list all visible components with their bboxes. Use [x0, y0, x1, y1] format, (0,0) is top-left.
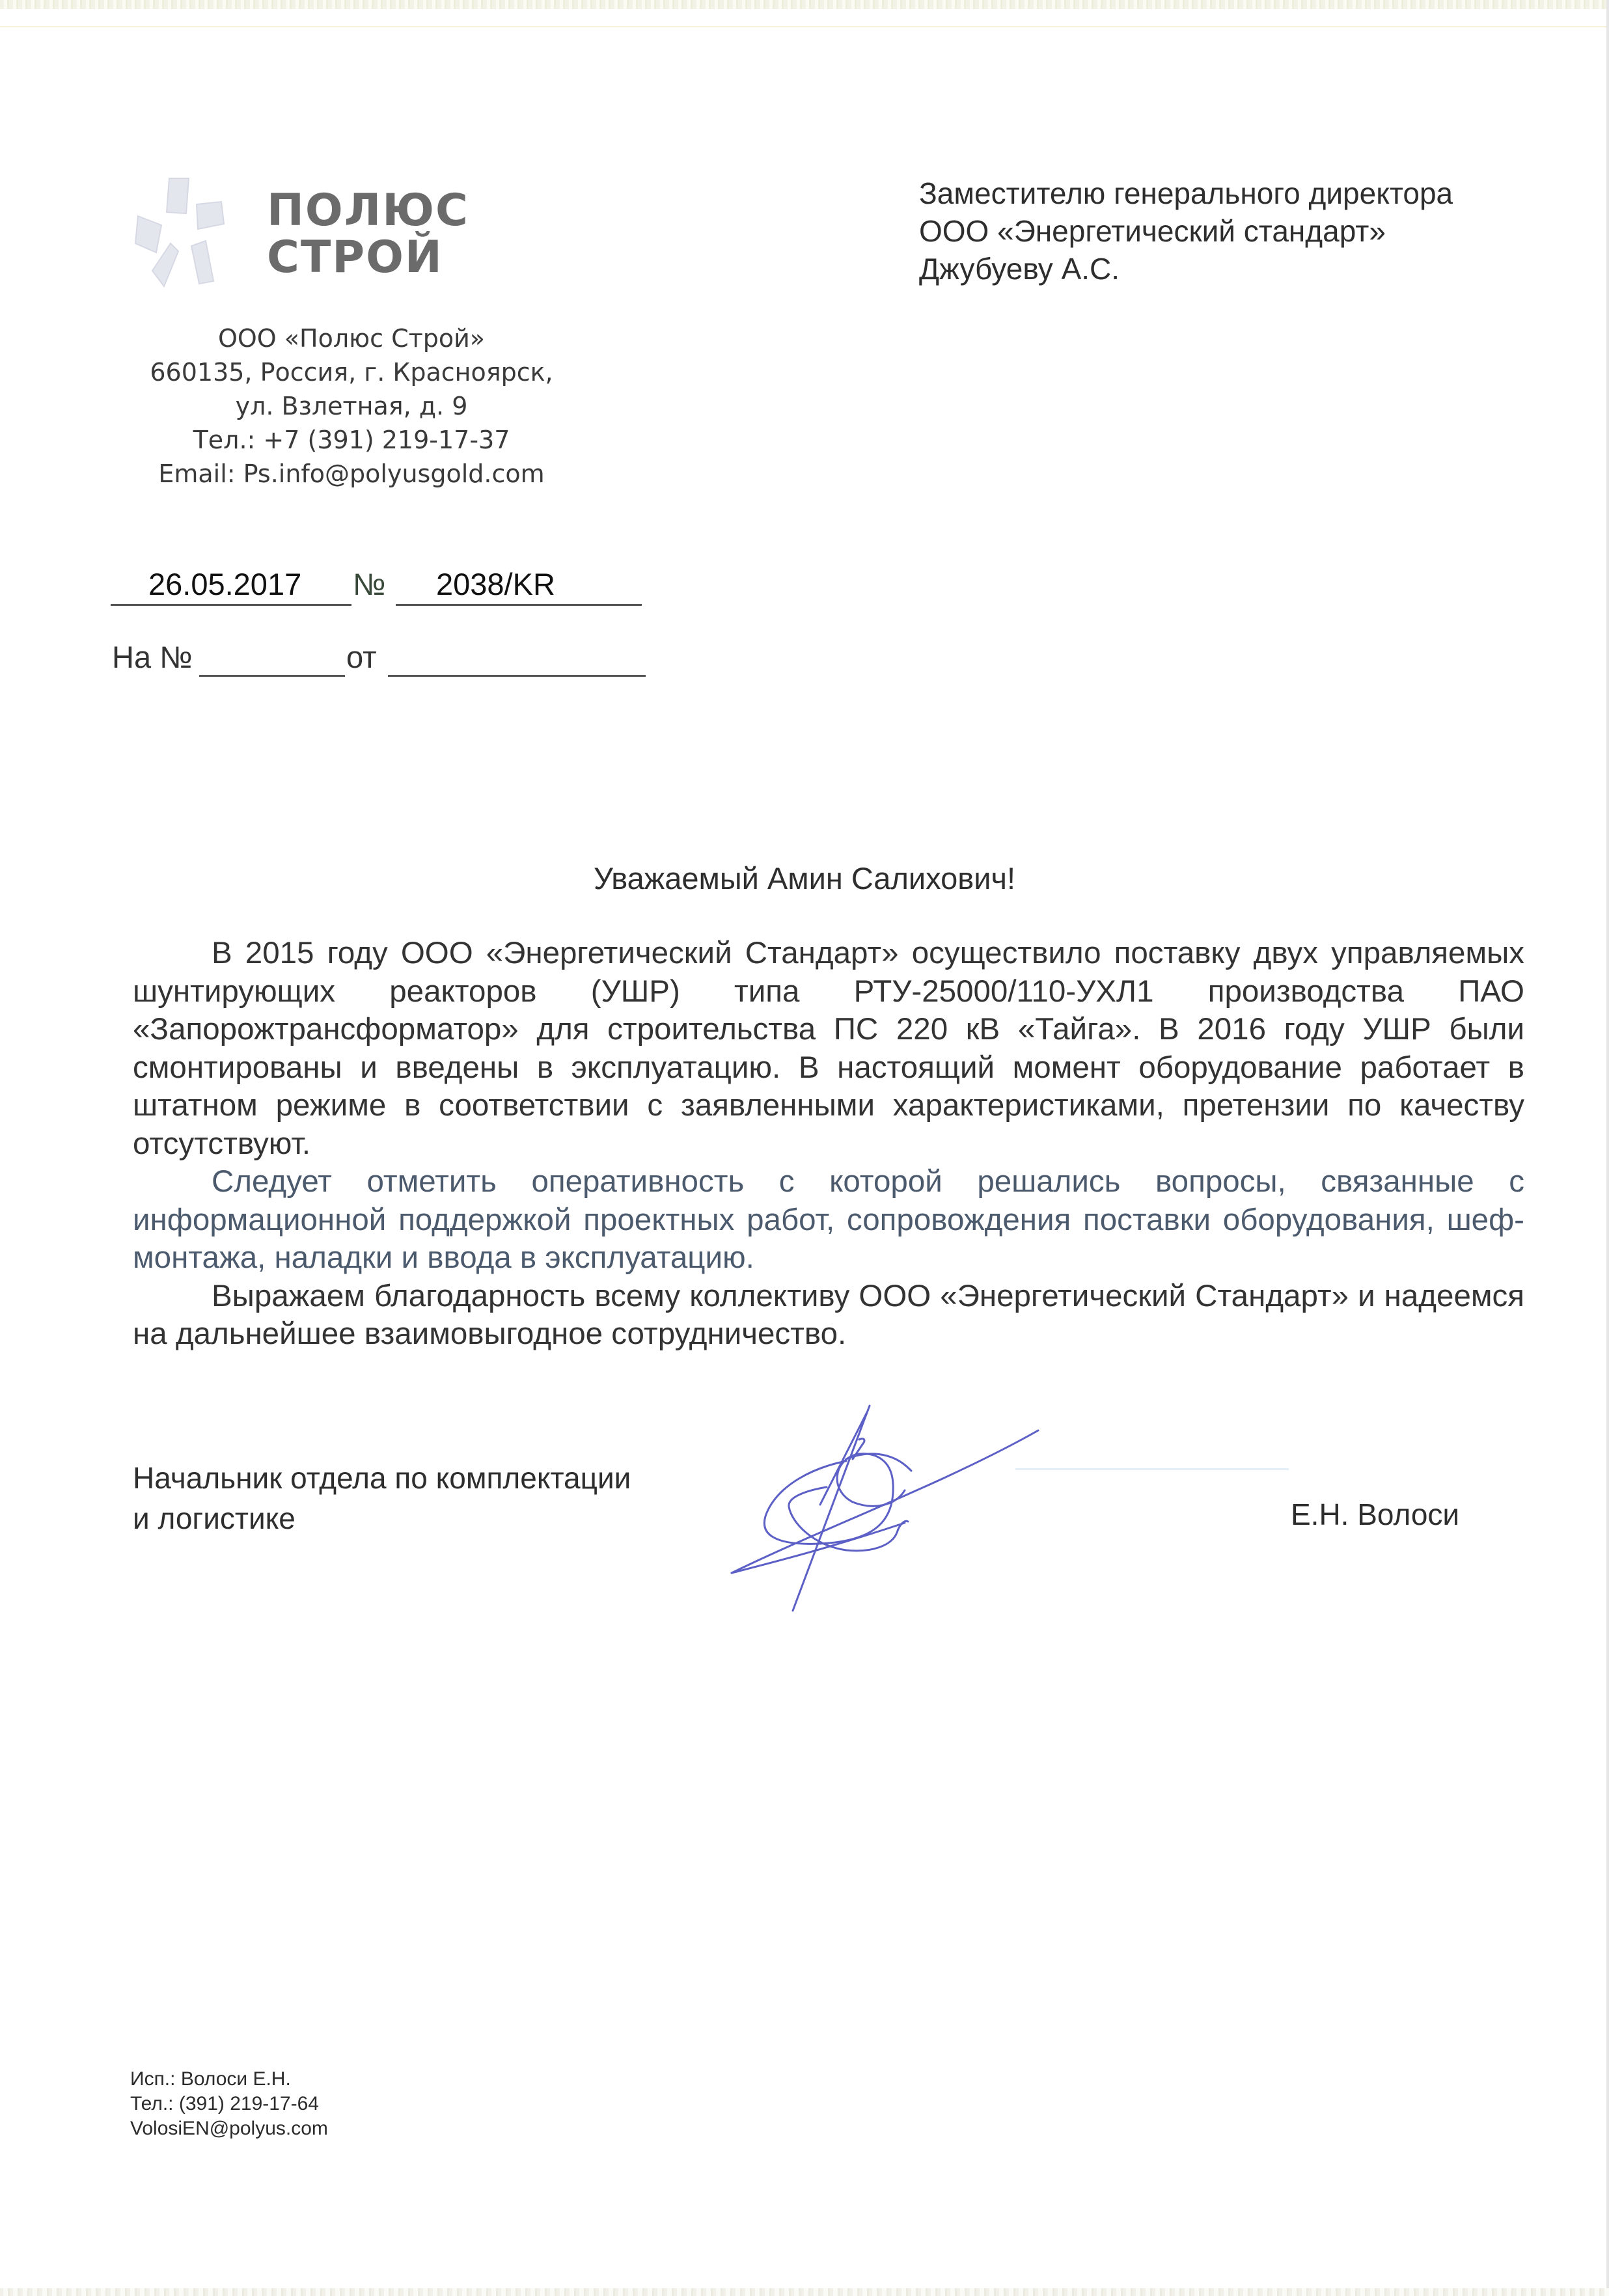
executor-name: Исп.: Волоси Е.Н. — [130, 2068, 291, 2090]
date-underline — [111, 604, 351, 606]
logo-line-2: СТРОЙ — [267, 232, 443, 283]
recipient-block — [919, 174, 1453, 288]
scan-edge-right — [1606, 0, 1609, 2296]
executor-phone: Тел.: (391) 219-17-64 — [130, 2093, 319, 2114]
reply-date-underline — [388, 675, 646, 677]
executor-email: VolosiEN@polyus.com — [130, 2118, 328, 2139]
scan-artifact-line — [0, 26, 1609, 27]
number-sign: № — [353, 567, 386, 601]
logo-line-1: ПОЛЮС — [267, 185, 469, 236]
company-logo — [130, 176, 495, 299]
sender-company-name: ООО «Полюс Строй» — [217, 324, 486, 353]
recipient-position: Заместителю генерального директора — [919, 176, 1453, 210]
recipient-name: Джубуеву А.С. — [919, 252, 1120, 286]
body-paragraph: В 2015 году ООО «Энергетический Стандарт» осуществило поставку двух управляемых шунтирующих реакторов (УШР) типа РТУ-25000/110-УХЛ1 производства ПАО «Запорожтрансформатор» для строительства ПС 220 кВ «Тайга». В 2016 году УШР были смонтированы и введены в эксплуатацию. В настоящий момент оборудование работает в штатном режиме в соответствии с заявленными характеристиками, претензии по качеству отсутствуют. — [133, 936, 1524, 1161]
scan-edge-top — [0, 0, 1609, 9]
letter-number: 2038/KR — [436, 567, 555, 601]
executor-block — [130, 2067, 328, 2141]
registration-line — [111, 565, 644, 610]
reply-reference-line — [112, 639, 646, 685]
signatory-position-line-1: Начальник отдела по комплектации — [133, 1461, 631, 1495]
polyus-star-logo-icon — [130, 176, 260, 299]
reply-number-underline — [199, 675, 345, 677]
salutation: Уважаемый Амин Салихович! — [593, 861, 1016, 895]
sender-street: ул. Взлетная, д. 9 — [235, 392, 468, 420]
signatory-position-line-2: и логистике — [133, 1501, 296, 1535]
recipient-company: ООО «Энергетический стандарт» — [919, 214, 1386, 248]
signatory-position — [133, 1458, 631, 1538]
sender-city: 660135, Россия, г. Красноярск, — [150, 358, 553, 387]
letter-date: 26.05.2017 — [148, 567, 302, 601]
body-paragraph: Выражаем благодарность всему коллективу ООО «Энергетический Стандарт» и надеемся на дальнейшее взаимовыгодное сотрудничество. — [133, 1278, 1524, 1351]
sender-email: Email: Ps.info@polyusgold.com — [158, 459, 545, 488]
body-paragraph: Следует отметить оперативность с которой решались вопросы, связанные с информационной поддержкой проектных работ, сопровождения поставки оборудования, шеф-монтажа, наладки и ввода в эксплуатацию. — [133, 1164, 1524, 1275]
letter-body — [133, 935, 1524, 1354]
number-underline — [396, 604, 642, 606]
sender-phone: Тел.: +7 (391) 219-17-37 — [193, 426, 510, 454]
logo-wordmark — [267, 187, 469, 281]
reply-from-label: от — [346, 640, 377, 674]
reply-number-label: На № — [112, 640, 193, 674]
scan-edge-bottom — [0, 2288, 1609, 2296]
signer-name: Е.Н. Волоси — [1291, 1497, 1460, 1531]
handwritten-signature — [716, 1386, 1302, 1620]
sender-address-block — [130, 321, 573, 491]
